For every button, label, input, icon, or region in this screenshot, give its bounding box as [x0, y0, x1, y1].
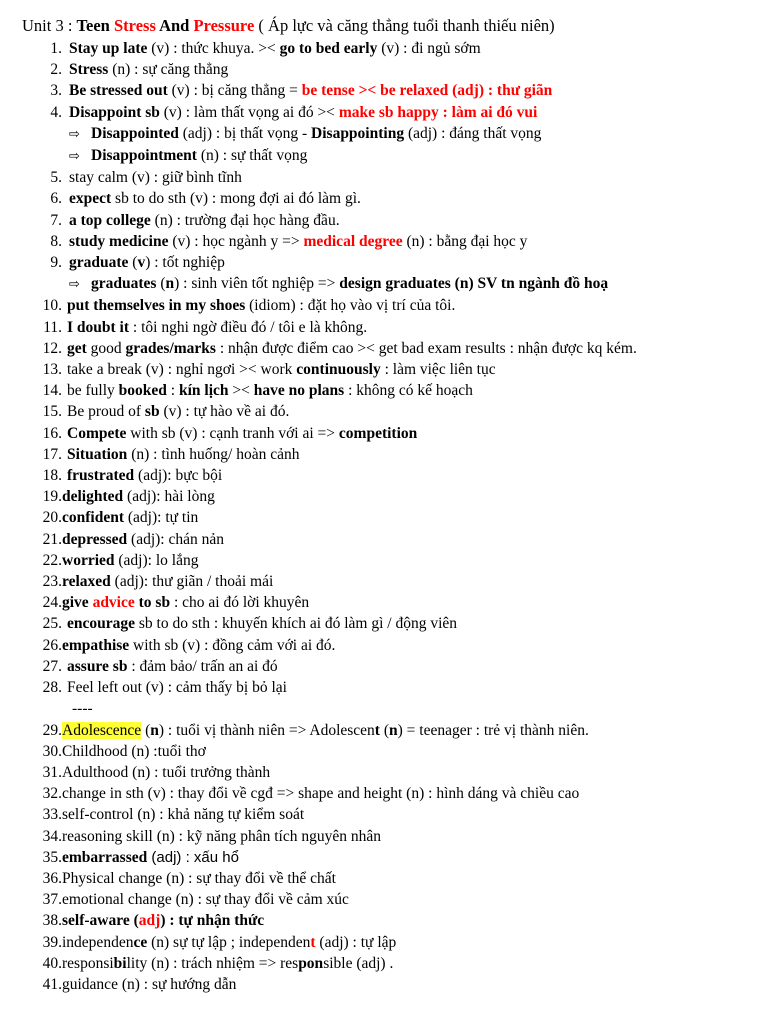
item-text: responsi [62, 954, 114, 972]
list-item [22, 932, 758, 953]
item-number: 5. [50, 169, 62, 187]
list-item [22, 762, 758, 783]
list-item [22, 720, 758, 741]
list-item [22, 804, 758, 825]
item-text: ) = teenager : trẻ vị thành niên. [397, 721, 589, 739]
item-text: ) : tốt nghiệp [145, 254, 225, 272]
item-text: (adj): tự tin [124, 509, 199, 527]
item-text: : làm việc liên tục [380, 361, 496, 379]
list-item [22, 889, 758, 910]
section-divider [22, 698, 758, 719]
vocabulary-list [22, 38, 758, 995]
red-emphasis-text: adj [138, 912, 161, 930]
list-item [22, 571, 758, 592]
bold-term: continuously [296, 361, 381, 379]
item-number: 25. [42, 615, 62, 633]
bold-term: to sb [134, 594, 171, 612]
list-item [22, 613, 758, 634]
bold-term: confident [62, 509, 124, 527]
bold-term: put themselves in my shoes [67, 297, 246, 315]
item-number: 4. [50, 103, 62, 121]
item-number: 30. [42, 742, 62, 760]
item-text: (adj): bực bội [134, 467, 223, 485]
item-text: (adj) : xấu hổ [147, 848, 239, 866]
list-item [22, 252, 758, 273]
item-number: 35. [42, 848, 62, 866]
item-text: independen [62, 933, 134, 951]
list-item [22, 847, 758, 868]
list-item [22, 359, 758, 380]
item-number: 40. [42, 954, 62, 972]
list-item [22, 80, 758, 101]
item-text: (v) : thức khuya. >< [147, 40, 280, 57]
arrow-right-icon: ⇨ [69, 277, 80, 293]
item-text: (adj): hài lòng [123, 488, 215, 506]
item-text: Childhood (n) :tuổi thơ [62, 742, 206, 760]
bold-term: booked [118, 382, 167, 400]
item-text: (adj): chán nản [127, 530, 225, 548]
title-pressure: Pressure [193, 16, 255, 35]
item-number: 7. [50, 211, 62, 229]
item-text: Be proud of [67, 403, 145, 421]
item-text: : nhận được điểm cao >< get bad exam results : nhận được kq kém. [215, 339, 637, 357]
bold-term: n [150, 721, 159, 739]
item-number: 31. [42, 763, 62, 781]
bold-term: study medicine [69, 232, 169, 250]
bold-term: worried [62, 551, 115, 569]
item-number: 29. [42, 721, 62, 739]
list-item [22, 444, 758, 465]
item-text: : không có kế hoạch [344, 382, 473, 400]
bold-term: graduate [69, 254, 129, 272]
bold-term: embarrassed [62, 848, 148, 866]
item-text: : đảm bảo/ trấn an ai đó [127, 657, 278, 675]
bold-term: give [62, 594, 93, 612]
red-emphasis-text: advice [92, 594, 135, 612]
list-item [22, 380, 758, 401]
item-text: (n) : sự căng thẳng [108, 61, 229, 79]
bold-term: t [374, 721, 380, 739]
bold-term: Disappoint sb [69, 103, 160, 121]
item-text: ( [128, 254, 138, 272]
item-text: be fully [67, 382, 119, 400]
list-subitem [22, 123, 758, 145]
item-number: 6. [50, 190, 62, 208]
item-number: 3. [50, 82, 62, 100]
item-number: 21. [42, 530, 62, 548]
item-number: 27. [42, 657, 62, 675]
item-text: with sb (v) : cạnh tranh với ai => [126, 424, 339, 442]
list-item [22, 868, 758, 889]
item-text: guidance (n) : sự hướng dẫn [62, 975, 237, 993]
list-item [22, 592, 758, 613]
item-number: 24. [42, 594, 62, 612]
item-text: : tôi nghi ngờ điều đó / tôi e là không. [129, 318, 368, 336]
bold-term: assure sb [67, 657, 128, 675]
title-unit: Unit 3 : [22, 16, 77, 35]
list-subitem [22, 145, 758, 167]
item-text: ( [156, 275, 166, 293]
list-item [22, 910, 758, 931]
item-text: ( [379, 721, 390, 739]
list-item [22, 167, 758, 188]
bold-term: self-aware ( [62, 912, 139, 930]
item-text: : cho ai đó lời khuyên [170, 594, 310, 612]
item-number: 39. [42, 933, 62, 951]
bold-term: Disappointed [91, 124, 179, 142]
title-stress: Stress [114, 16, 156, 35]
red-emphasis-text: be tense >< be relaxed (adj) : thư giãn [301, 82, 553, 100]
list-item [22, 210, 758, 231]
item-text: change in sth (v) : thay đổi về cgđ => shape and height (n) : hình dáng và chiều cao [62, 785, 580, 803]
list-item [22, 974, 758, 995]
item-text: with sb (v) : đồng cảm với ai đó. [129, 636, 336, 654]
item-text: (n) sự tự lập ; independen [147, 933, 311, 951]
item-number: 41. [42, 975, 62, 993]
item-text: (v) : tự hào về ai đó. [159, 403, 290, 421]
item-number: 11. [43, 318, 62, 336]
list-item [22, 507, 758, 528]
item-number: 20. [42, 509, 62, 527]
item-text: lity (n) : trách nhiệm => res [126, 954, 299, 972]
list-item [22, 59, 758, 80]
bold-term: Situation [67, 445, 128, 463]
red-emphasis-text: medical degree [303, 232, 403, 250]
item-text: (idiom) : đặt họ vào vị trí của tôi. [245, 297, 456, 315]
bold-term: grades/marks [125, 339, 216, 357]
title-and: And [155, 16, 194, 35]
item-text: Adulthood (n) : tuổi trưởng thành [62, 763, 271, 781]
item-number: 8. [50, 232, 62, 250]
item-text: (v) : làm thất vọng ai đó >< [159, 103, 339, 121]
item-number: 38. [42, 912, 62, 930]
item-text: (adj) : đáng thất vọng [404, 124, 542, 142]
arrow-right-icon: ⇨ [69, 126, 80, 142]
bold-term: Stay up late [69, 40, 148, 57]
item-number: 19. [42, 488, 62, 506]
item-number: 16. [42, 424, 62, 442]
list-item [22, 102, 758, 123]
bold-term: a top college [69, 211, 151, 229]
bold-term: Be stressed out [69, 82, 168, 100]
item-number: 34. [42, 827, 62, 845]
bold-term: Stress [69, 61, 109, 79]
page-title [22, 14, 758, 38]
bold-term: relaxed [62, 573, 111, 591]
list-item [22, 486, 758, 507]
title-teen: Teen [76, 16, 114, 35]
bold-term: have no plans [253, 382, 345, 400]
bold-term: Disappointing [311, 124, 405, 142]
list-item [22, 826, 758, 847]
item-text: (n) : bằng đại học y [402, 232, 528, 250]
list-item [22, 635, 758, 656]
bold-term: pon [298, 954, 324, 972]
bold-term: design graduates (n) SV tn ngành đồ hoạ [339, 275, 609, 293]
bold-term: go to bed early [279, 40, 378, 57]
item-text: Physical change (n) : sự thay đổi về thể chất [62, 869, 336, 887]
item-number: 32. [42, 785, 62, 803]
item-number: 2. [50, 61, 62, 79]
item-text: emotional change (n) : sự thay đổi về cảm xúc [62, 891, 349, 909]
item-text: reasoning skill (n) : kỹ năng phân tích nguyên nhân [62, 827, 381, 845]
bold-term: v [137, 254, 146, 272]
item-text: (adj) : tự lập [315, 933, 397, 951]
item-text: ) : tuổi vị thành niên => Adolescen [158, 721, 375, 739]
item-number: 18. [42, 467, 62, 485]
item-text: (adj): thư giãn / thoải mái [110, 573, 274, 591]
list-item [22, 423, 758, 444]
list-item [22, 550, 758, 571]
bold-term: ce [133, 933, 148, 951]
item-text: (n) : tình huống/ hoàn cảnh [127, 445, 300, 463]
item-text: sible (adj) . [323, 954, 394, 972]
item-number: 10. [42, 297, 62, 315]
item-text: ( [141, 721, 151, 739]
list-item [22, 656, 758, 677]
bold-term: I doubt it [67, 318, 130, 336]
bold-term: get [67, 339, 87, 357]
bold-term: n [165, 275, 175, 293]
list-item [22, 38, 758, 59]
item-text: : [166, 382, 179, 400]
item-text: self-control (n) : khả năng tự kiểm soát [62, 806, 305, 824]
list-item [22, 338, 758, 359]
item-text: (adj) : bị thất vọng - [178, 124, 312, 142]
item-number: 37. [42, 891, 62, 909]
item-number: 23. [42, 573, 62, 591]
list-item [22, 783, 758, 804]
item-number: 13. [42, 361, 62, 379]
bold-term: encourage [67, 615, 136, 633]
item-text: sb to do sth : khuyến khích ai đó làm gì / động viên [135, 615, 458, 633]
item-number: 28. [42, 679, 62, 697]
bold-term: n [389, 721, 398, 739]
item-text: sb to do sth (v) : mong đợi ai đó làm gì. [111, 190, 361, 208]
item-number: 15. [42, 403, 62, 421]
list-item [22, 677, 758, 698]
item-text: (v) : bị căng thẳng = [167, 82, 302, 100]
item-text: >< [228, 382, 254, 400]
list-subitem [22, 273, 758, 295]
list-item [22, 317, 758, 338]
bold-term: competition [338, 424, 418, 442]
item-text: (n) : sự thất vọng [196, 147, 308, 165]
bold-term: bi [113, 954, 127, 972]
list-item [22, 231, 758, 252]
bold-term: delighted [62, 488, 124, 506]
bold-term: graduates [91, 275, 157, 293]
list-item [22, 953, 758, 974]
list-item [22, 188, 758, 209]
item-number: 17. [42, 445, 62, 463]
list-item [22, 295, 758, 316]
item-text: ) : sinh viên tốt nghiệp => [174, 275, 340, 293]
item-number: 33. [42, 806, 62, 824]
bold-term: empathise [62, 636, 130, 654]
bold-term: depressed [62, 530, 128, 548]
item-number: 14. [42, 382, 62, 400]
arrow-right-icon: ⇨ [69, 149, 80, 165]
item-text: take a break (v) : nghỉ ngơi >< work [67, 361, 297, 379]
item-number: 22. [42, 551, 62, 569]
item-number: 1. [50, 40, 62, 57]
item-text: good [86, 339, 126, 357]
item-text: stay calm (v) : giữ bình tĩnh [69, 169, 242, 187]
list-item [22, 529, 758, 550]
bold-term: Compete [67, 424, 127, 442]
red-emphasis-text: t [310, 933, 316, 951]
list-item [22, 401, 758, 422]
item-number: 26. [42, 636, 62, 654]
item-text: (adj): lo lắng [114, 551, 199, 569]
title-rest: ( Áp lực và căng thẳng tuổi thanh thiếu niên) [254, 16, 555, 35]
item-text: (n) : trường đại học hàng đầu. [150, 211, 340, 229]
item-text: (v) : học ngành y => [168, 232, 304, 250]
red-emphasis-text: make sb happy : làm ai đó vui [338, 103, 538, 121]
bold-term: kín lịch [178, 382, 229, 400]
item-number: 9. [50, 254, 62, 272]
bold-term: ) : tự nhận thức [160, 912, 265, 930]
bold-term: Disappointment [91, 147, 197, 165]
list-item [22, 465, 758, 486]
item-text: ---- [72, 700, 93, 718]
list-item [22, 741, 758, 762]
item-text: (v) : đi ngủ sớm [377, 40, 481, 57]
bold-term: expect [69, 190, 112, 208]
bold-term: sb [144, 403, 160, 421]
highlighted-term: Adolescence [62, 721, 142, 739]
item-number: 12. [42, 339, 62, 357]
item-text: Feel left out (v) : cảm thấy bị bỏ lại [67, 679, 287, 697]
item-number: 36. [42, 869, 62, 887]
bold-term: frustrated [67, 467, 135, 485]
